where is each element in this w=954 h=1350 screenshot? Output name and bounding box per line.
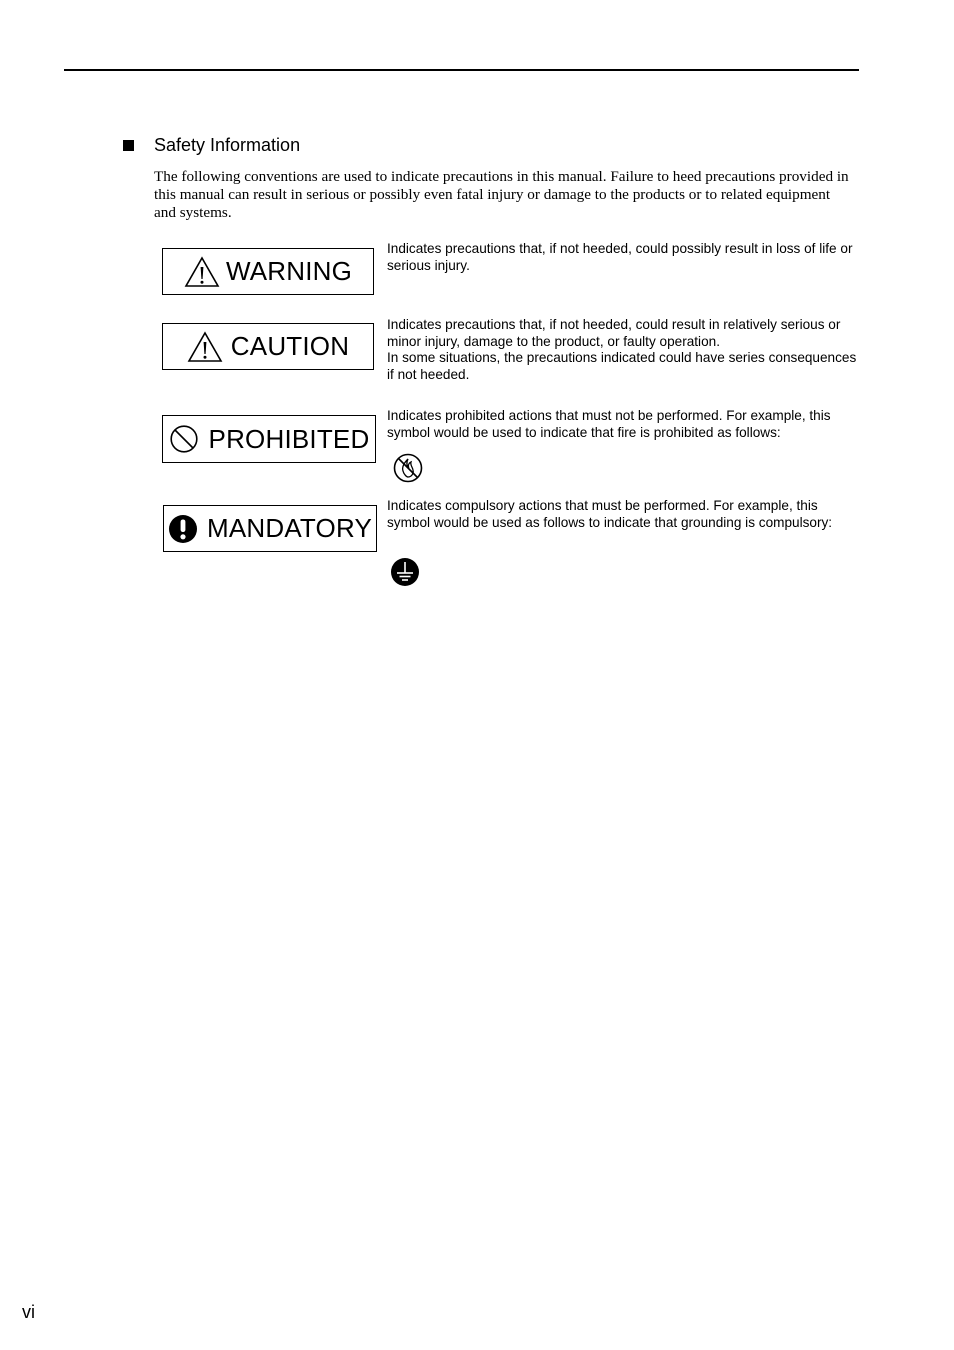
prohibited-label-box: [162, 415, 376, 463]
section-heading: [123, 135, 300, 156]
prohibited-circle-icon: [169, 424, 199, 454]
section-title: Safety Information: [154, 135, 301, 155]
no-fire-icon: [392, 452, 424, 484]
grounding-icon: [390, 557, 420, 587]
warning-description: [387, 241, 857, 274]
intro-paragraph: The following conventions are used to indicate precautions in this manual. Failure to heed precautions provided in this manual can result in serious or possibly even fatal injury or damage to the products or to related equipment and systems.: [154, 168, 849, 221]
caution-label-box: [162, 323, 374, 370]
warning-triangle-icon: [184, 256, 220, 288]
prohibited-label: PROHIBITED: [208, 423, 370, 454]
mandatory-label-box: [163, 505, 377, 552]
mandatory-description: [387, 498, 857, 531]
mandatory-description-text: Indicates compulsory actions that must be performed. For example, this symbol would be used as follows to indicate that grounding is compulsory:: [387, 498, 833, 530]
prohibited-description-text: Indicates prohibited actions that must not be performed. For example, this symbol would be used to indicate that fire is prohibited as follows:: [387, 408, 831, 440]
warning-label-box: [162, 248, 374, 295]
caution-description-text-1: Indicates precautions that, if not heeded, could result in relatively serious or minor injury, damage to the product, or faulty operation.: [387, 317, 841, 349]
header-rule: [64, 69, 859, 71]
exclamation-circle-icon: [168, 514, 198, 544]
warning-label: WARNING: [225, 256, 353, 286]
caution-description: [387, 317, 857, 383]
caution-label: CAUTION: [230, 331, 350, 361]
prohibited-description: [387, 408, 857, 441]
caution-description-text-2: In some situations, the precautions indicated could have series consequences if not heeded.: [387, 350, 857, 382]
warning-description-text: Indicates precautions that, if not heeded, could possibly result in loss of life or serious injury.: [387, 241, 853, 273]
caution-triangle-icon: [187, 331, 223, 363]
square-bullet-icon: [123, 140, 134, 151]
mandatory-label: MANDATORY: [206, 513, 373, 543]
page-number: vi: [22, 1302, 35, 1322]
